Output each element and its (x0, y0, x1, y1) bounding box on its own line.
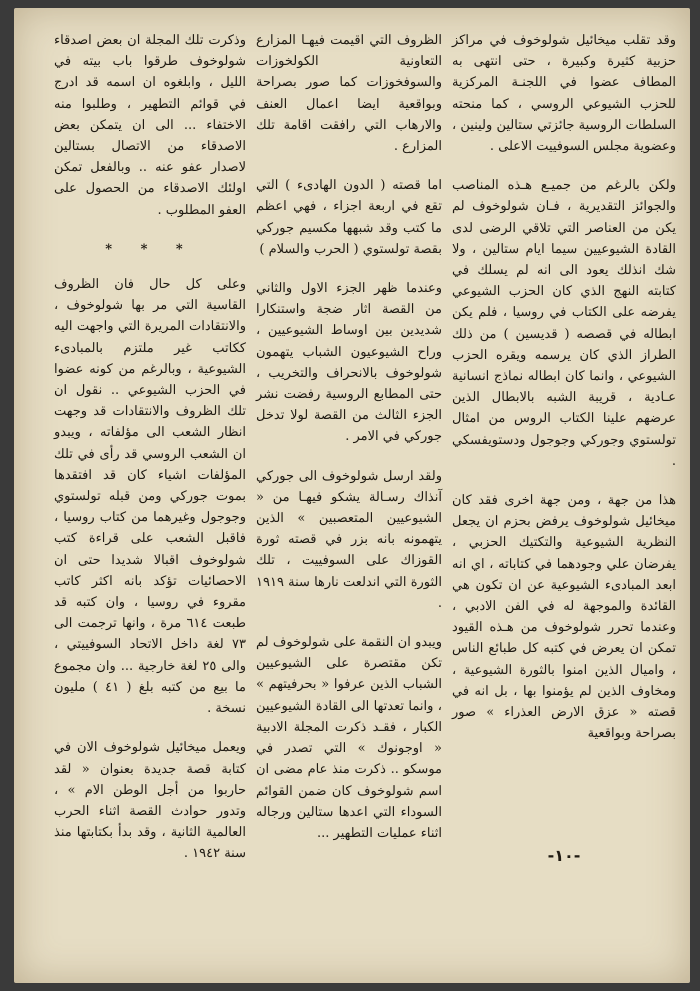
paragraph: ويعمل ميخائيل شولوخوف الان في كتابة قصة جديدة بعنوان « لقد حاربوا من أجل الوطن الام » ، وتدور حوادث القصة اثناء الحرب العالمية الثانية ، وقد بدأ بكتابتها منذ سنة ١٩٤٢ . (54, 740, 246, 862)
page-number: -١٠- (547, 846, 581, 865)
paragraph: وقد تقلب ميخائيل شولوخوف في مراكز حزبية كثيرة وكبيرة ، حتى انتهى به المطاف عضوا في اللجنـة المركزية للحزب الشيوعي الروسي ، كما منحته السلطات الروسية جائزتي ستالين ولينين ، وعضوية مجلس السوفييت الاعلى . (452, 33, 676, 155)
column-left (54, 30, 246, 883)
paragraph: الظروف التي اقيمت فيهـا المزارع التعاونية الكولخوزات والسوفخوزات كما صور بصراحة وبواقعية ايضا اعمال العنف والارهاب التي رافقت اقامة تلك المزارع . (256, 33, 442, 155)
paragraph: اما قصته ( الدون الهادىء ) التي تقع في اربعة اجزاء ، فهي اعظم ما كتب وقد شبهها مكسيم جوركي بقصة تولستوي ( الحرب والسلام ) (256, 178, 442, 257)
paragraph: هذا من جهة ، ومن جهة اخرى فقد كان ميخائيل شولوخوف يرفض بحزم ان يجعل النظرية الشيوعية والتكتيك الحزبي ، يفرضان علي وجودهما في كتاباته ، اي انه ابعد المبادىء الشيوعية عن ان تكون هي القائدة والموجهة له في الفن الادبي ، وعندما تحرر شولوخوف من هـذه القيود تمكن ان يعرض في كتبه كل طبائع الناس ، واميال الذين امنوا بالثورة الشيوعية ، ومخاوف الذين لم يؤمنوا بها ، بل انه في قصته « عزق الارض العذراء » صور بصراحة وبواقعية (452, 493, 676, 742)
paragraph: وذكرت تلك المجلة ان بعض اصدقاء شولوخوف طرقوا باب بيته في الليل ، وابلغوه ان اسمه قد ادرج في قوائم التطهير ، وطلبوا منه الاختفاء ... الى ان يتمكن بعض الاصدقاء من الاتصال بستالين لاصدار عفو عنه .. وبالفعل تمكن اولئك الاصدقاء من الحصول على العفو المطلوب . (54, 33, 246, 218)
paragraph: وعندما ظهر الجزء الاول والثاني من القصة اثار ضجة واستنكارا شديدين بين اوساط الشيوعيين ، وراح الشيوعيون الشباب يتهمون شولوخوف بالانحراف والتخريب ، حتى المطابع الروسية رفضت نشر الجزء الثالث من القصة لولا تدخل جوركي في الامر . (256, 281, 442, 445)
paragraph: ويبدو ان النقمة على شولوخوف لم تكن مقتصرة على الشيوعيين الشباب الذين عرفوا « بحرفيتهم » ، وانما تعدتها الى القادة الشيوعيين الكبار ، فقـد ذكرت المجلة الادبية « اوجونوك » التي تصدر في موسكو .. ذكرت منذ عام مضى ان اسم شولوخوف كان ضمن القوائم السوداء التي اعدها ستالين ورجاله اثناء عمليات التطهير ... (256, 635, 442, 841)
paragraph: ولقد ارسل شولوخوف الى جوركي آنذاك رسـالة يشكو فيهـا من « الشيوعيين المتعصبين » الذين يتهمونه بانه بزر في قصته ثورة القوزاك على السوفييت ، تلك الثورة التي اندلعت نارها سنة ١٩١٩ . (256, 468, 442, 611)
paragraph: ولكن بالرغم من جميـع هـذه المناصب والجوائز التقديرية ، فـان شولوخوف لم يكن من العناصر التي تلاقي الرضى لدى القادة الشيوعيين سيما ايام ستالين ، ولا شك انذلك يعود الى انه لم يسلك في كتابته النهج الذي كان الحزب الشيوعي يفرضه على الكتاب في روسيا ، فلم يكن ابطاله في قصصه ( قديسين ) من ذلك الطراز الذي كان يرسمه ويقره الحزب الشيوعي ، وانما كان ابطاله نماذج انسانية عـادية ، قريبة الشبه بالابطال الذين عرضهم علينا الكتاب الروس من امثال تولستوي وجوركي وجوجول ودستويفسكي . (452, 178, 676, 469)
paragraph: وعلى كل حال فان الظروف القاسية التي مر بها شولوخوف ، والانتقادات المريرة التي واجهت اليه ككاتب غير ملتزم بالمبادىء الشيوعية ، وبالرغم من كونه عضوا في الحزب الشيوعي .. نقول ان تلك الظروف والانتقادات قد وجهت انظار الشعب الى مؤلفاته ، ويبدو ان الشعب الروسي قد رأى في تلك المؤلفات اشياء كان قد افتقدها بموت جوركي ومن قبله تولستوي وجوجول وغيرهما من كتاب روسيا ، فاقبل الشعب على قراءة كتب شولوخوف اقبالا شديدا حتى ان الاحصائيات تؤكد بانه اكثر كاتب مقروء في روسيا ، وان كتبه قد طبعت ٦١٤ مرة ، وانها ترجمت الى ٧٣ لغة داخل الاتحاد السوفييتي ، والى ٢٥ لغة خارجية ... وان مجموع ما بيع من كتبه بلغ ( ٤١ ) مليون نسخة . (54, 277, 246, 717)
magazine-page (14, 8, 690, 983)
section-divider: * * * (105, 241, 195, 257)
column-right (452, 30, 676, 763)
column-middle (256, 30, 442, 862)
